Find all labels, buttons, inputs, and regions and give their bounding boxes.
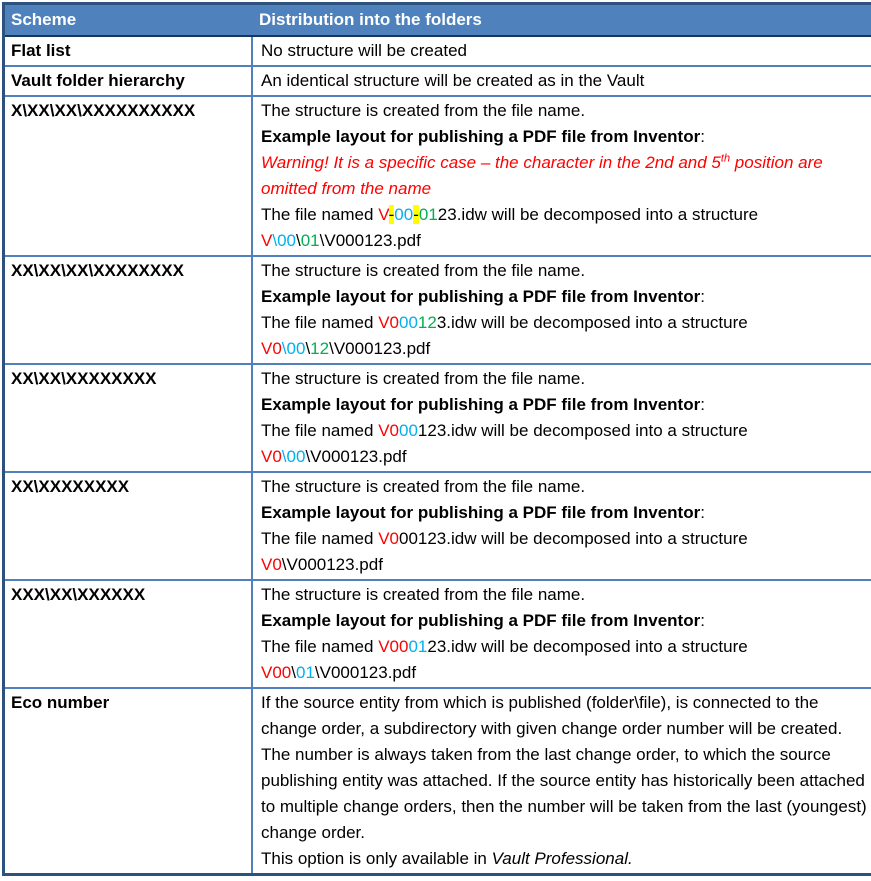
table-row: [4, 96, 871, 256]
text-line: [261, 202, 867, 228]
text-line: [261, 660, 867, 686]
text-line: [261, 690, 867, 742]
text-segment: V0: [378, 313, 399, 332]
text-segment: Example layout for publishing a PDF file from Inventor: [261, 395, 701, 414]
text-segment: 12: [310, 339, 330, 358]
distribution-cell: [252, 36, 871, 66]
text-segment: The file named: [261, 313, 379, 332]
scheme-cell: XX\XX\XXXXXXXX: [4, 364, 253, 472]
scheme-cell: XXX\XX\XXXXXX: [4, 580, 253, 688]
text-line: [261, 258, 867, 284]
text-segment: The structure is created from the file name.: [261, 477, 586, 496]
text-line: [261, 68, 867, 94]
text-segment: The file named: [261, 637, 379, 656]
text-line: [261, 552, 867, 578]
text-segment: V: [261, 231, 273, 250]
scheme-distribution-table: [2, 2, 871, 876]
text-segment: \00: [281, 447, 306, 466]
distribution-cell: [252, 66, 871, 96]
text-line: [261, 500, 867, 526]
table-row: [4, 688, 871, 875]
text-segment: :: [700, 127, 705, 146]
text-segment: \: [291, 663, 296, 682]
text-line: [261, 634, 867, 660]
text-segment: Vault Professional.: [491, 849, 633, 868]
text-segment: The file named: [261, 421, 379, 440]
text-segment: -: [413, 205, 419, 224]
text-segment: position are omitted from the name: [261, 153, 823, 198]
text-segment: V0: [261, 339, 282, 358]
text-line: [261, 392, 867, 418]
table-row: [4, 364, 871, 472]
text-segment: V0: [378, 529, 399, 548]
text-segment: \: [305, 339, 311, 358]
text-segment: :: [700, 611, 705, 630]
text-segment: The file named: [261, 205, 379, 224]
text-segment: This option is only available in: [261, 849, 492, 868]
text-segment: If the source entity from which is published (folder\file), is connected to the change order, a subdirectory with given change order number will be created.: [261, 693, 843, 738]
text-segment: \V000123.pdf: [319, 231, 421, 250]
text-segment: 01: [300, 231, 320, 250]
table-row: [4, 66, 871, 96]
distribution-cell: [252, 688, 871, 875]
text-line: [261, 366, 867, 392]
text-line: [261, 418, 867, 444]
text-segment: \V000123.pdf: [314, 663, 417, 682]
text-segment: V0: [261, 447, 282, 466]
table-body: [4, 36, 871, 875]
text-segment: 23.idw will be decomposed into a structure: [437, 205, 759, 224]
text-segment: \V000123.pdf: [305, 447, 407, 466]
scheme-cell: X\XX\XX\XXXXXXXXXX: [4, 96, 253, 256]
scheme-cell: Flat list: [4, 36, 253, 66]
distribution-cell: [252, 472, 871, 580]
text-segment: 01: [418, 205, 438, 224]
text-segment: V00: [261, 663, 292, 682]
text-line: [261, 284, 867, 310]
text-segment: The structure is created from the file name.: [261, 585, 586, 604]
distribution-cell: [252, 580, 871, 688]
text-segment: V: [378, 205, 389, 224]
text-segment: 01: [295, 663, 315, 682]
text-segment: V0: [261, 555, 282, 574]
text-line: [261, 228, 867, 254]
table-row: [4, 36, 871, 66]
scheme-cell: Eco number: [4, 688, 253, 875]
text-segment: Example layout for publishing a PDF file from Inventor: [261, 503, 701, 522]
text-line: [261, 38, 867, 64]
text-segment: Example layout for publishing a PDF file from Inventor: [261, 287, 701, 306]
table-header-row: [4, 4, 871, 37]
text-segment: The structure is created from the file name.: [261, 369, 586, 388]
text-segment: An identical structure will be created as in the Vault: [261, 71, 645, 90]
text-segment: 123.idw will be decomposed into a structure: [417, 421, 748, 440]
scheme-cell: XX\XXXXXXXX: [4, 472, 253, 580]
text-line: [261, 444, 867, 470]
text-segment: \V000123.pdf: [329, 339, 431, 358]
text-segment: 3.idw will be decomposed into a structure: [436, 313, 748, 332]
distribution-cell: [252, 256, 871, 364]
text-segment: 01: [408, 637, 428, 656]
text-segment: 00: [398, 313, 418, 332]
text-line: [261, 124, 867, 150]
text-segment: \00: [272, 231, 296, 250]
header-scheme: Scheme: [4, 4, 253, 37]
text-segment: No structure will be created: [261, 41, 467, 60]
text-segment: \: [295, 231, 301, 250]
text-segment: V0: [378, 421, 399, 440]
text-line: [261, 582, 867, 608]
text-segment: The structure is created from the file name.: [261, 101, 586, 120]
table-row: [4, 580, 871, 688]
text-segment: 23.idw will be decomposed into a structure: [427, 637, 748, 656]
text-line: [261, 474, 867, 500]
text-segment: V00: [378, 637, 409, 656]
text-segment: 00123.idw will be decomposed into a structure: [398, 529, 748, 548]
text-segment: The number is always taken from the last change order, to which the source publishing entity was attached. If the source entity has historically been attached to multiple change orders, then the number will be taken from the last (youngest) change order.: [261, 745, 867, 842]
table-row: [4, 256, 871, 364]
text-line: [261, 150, 867, 202]
table-row: [4, 472, 871, 580]
text-line: [261, 98, 867, 124]
text-segment: 12: [417, 313, 437, 332]
distribution-cell: [252, 96, 871, 256]
text-segment: :: [700, 395, 705, 414]
text-segment: The file named: [261, 529, 379, 548]
text-line: [261, 742, 867, 846]
header-distribution: Distribution into the folders: [252, 4, 871, 37]
text-line: [261, 608, 867, 634]
text-segment: Example layout for publishing a PDF file from Inventor: [261, 127, 701, 146]
scheme-cell: Vault folder hierarchy: [4, 66, 253, 96]
scheme-cell: XX\XX\XX\XXXXXXXX: [4, 256, 253, 364]
text-segment: \V000123.pdf: [281, 555, 383, 574]
text-segment: Warning! It is a specific case – the character in the 2nd and 5: [261, 153, 721, 172]
text-segment: 00: [394, 205, 414, 224]
text-segment: th: [720, 152, 731, 165]
text-line: [261, 846, 867, 872]
text-segment: -: [388, 205, 395, 224]
distribution-cell: [252, 364, 871, 472]
text-line: [261, 336, 867, 362]
text-segment: :: [700, 287, 705, 306]
text-line: [261, 526, 867, 552]
text-segment: :: [700, 503, 705, 522]
text-segment: The structure is created from the file name.: [261, 261, 586, 280]
text-segment: 00: [398, 421, 418, 440]
text-segment: Example layout for publishing a PDF file from Inventor: [261, 611, 701, 630]
text-line: [261, 310, 867, 336]
text-segment: \00: [281, 339, 306, 358]
